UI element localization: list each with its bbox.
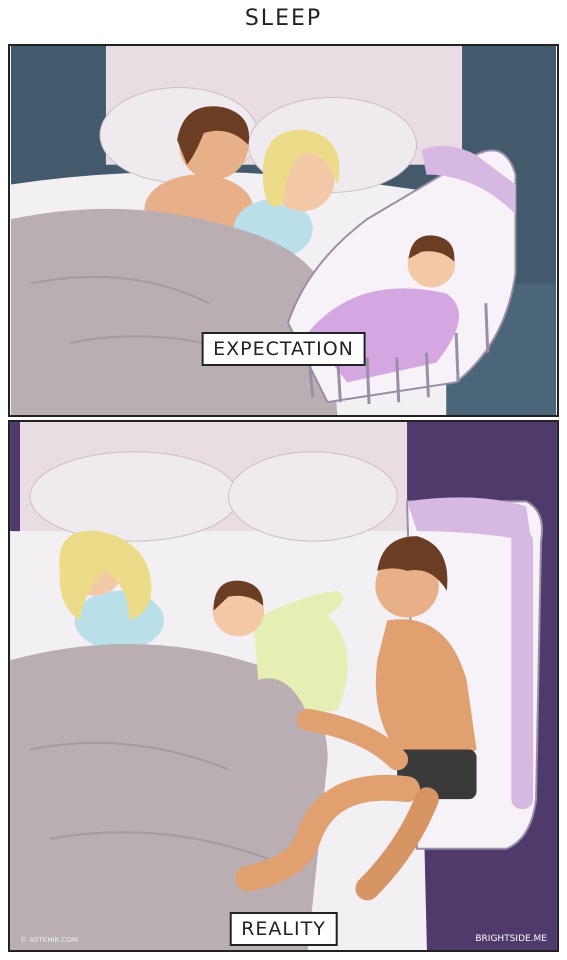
reality-illustration [10,422,557,950]
woman-top [75,591,164,651]
pillow-left [30,452,238,541]
blanket [10,644,328,950]
reality-panel [8,420,559,952]
reality-caption: REALITY [229,912,338,946]
credit-left: © ASTKHIK.COM [20,936,78,944]
expectation-caption: EXPECTATION [201,332,366,366]
comic-title: SLEEP [244,6,323,31]
credit-right: BRIGHTSIDE.ME [475,934,547,944]
crib-bumper-side [511,531,533,809]
pillow-right [228,452,397,541]
